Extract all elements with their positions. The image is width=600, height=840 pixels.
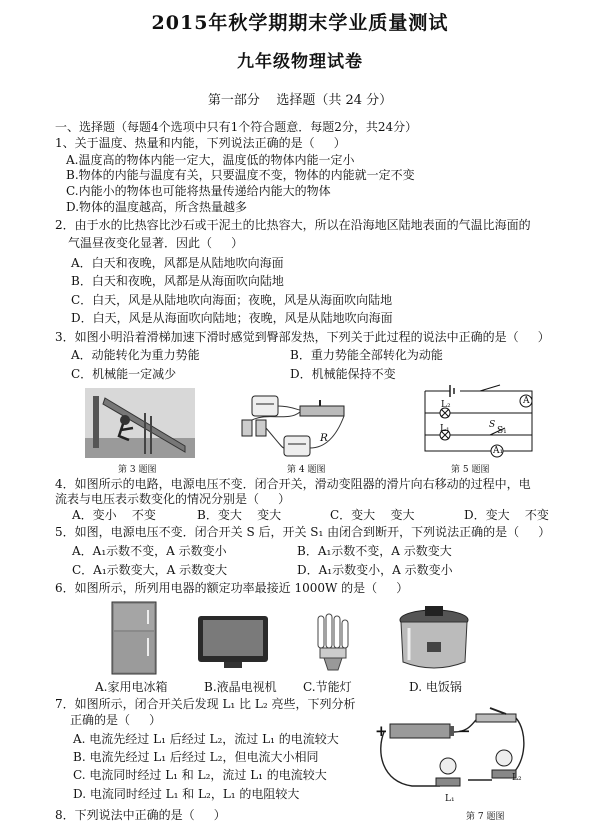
fig7-minus-terminal: − — [458, 722, 471, 740]
q5-option-d: D．A₁示数变小，A 示数变小 — [297, 563, 453, 577]
q5-stem: 5．如图，电源电压不变．闭合开关 S 后，开关 S₁ 由闭合到断开，下列说法正确的是（ ） — [55, 525, 551, 539]
lcd-tv-image — [196, 614, 270, 670]
fig7-plus-terminal: + — [375, 722, 388, 740]
section-heading: 一、选择题（每题4个选项中只有1个符合题意．每题2分，共24分） — [55, 120, 418, 134]
q2-option-c: C．白天，风是从陆地吹向海面；夜晚，风是从海面吹向陆地 — [71, 293, 393, 307]
q7-option-a: A. 电流先经过 L₁ 后经过 L₂，流过 L₁ 的电流较大 — [73, 732, 339, 746]
q5-option-c: C．A₁示数变大，A 示数变大 — [72, 563, 228, 577]
q2-stem-line2: 气温昼夜变化显著．因此（ ） — [68, 236, 244, 250]
fig5-label-A: A — [523, 396, 530, 406]
exam-subtitle: 九年级物理试卷 — [237, 52, 363, 72]
part-heading: 第一部分 选择题（共 24 分） — [207, 93, 393, 108]
q6-option-b: B.液晶电视机 — [204, 680, 277, 694]
q6-option-c: C.节能灯 — [303, 680, 352, 694]
q4-stem-line2: 流表与电压表示数变化的情况分别是（ ） — [55, 492, 291, 506]
q7-option-c: C. 电流同时经过 L₁ 和 L₂，流过 L₁ 的电流较大 — [73, 768, 327, 782]
q5-option-b: B．A₁示数不变，A 示数变大 — [297, 544, 452, 558]
q4-option-d: D．变大 不变 — [464, 508, 549, 522]
q2-option-d: D．白天，风是从海面吹向陆地；夜晚，风是从陆地吹向海面 — [71, 311, 393, 325]
q4-option-c: C．变大 变大 — [330, 508, 415, 522]
q6-stem: 6．如图所示，所列用电器的额定功率最接近 1000W 的是（ ） — [55, 581, 409, 595]
q7-option-d: D. 电流同时经过 L₁ 和 L₂，L₁ 的电阻较大 — [73, 787, 300, 801]
q2-option-a: A．白天和夜晚，风都是从陆地吹向海面 — [71, 256, 284, 270]
q7-stem-line1: 7．如图所示，闭合开关后发现 L₁ 比 L₂ 亮些，下列分析 — [55, 697, 356, 711]
q1-option-d: D.物体的温度越高，所含热量越多 — [66, 200, 248, 214]
q1-option-b: B.物体的内能与温度有关，只要温度不变，物体的内能就一定不变 — [66, 168, 415, 182]
refrigerator-image — [108, 600, 160, 676]
fig5-label-L1: L₁ — [440, 424, 450, 434]
fig7-caption: 第 7 题图 — [466, 812, 505, 822]
fig4-label-R: R — [320, 432, 328, 444]
parallel-circuit-figure — [420, 383, 535, 463]
fig5-label-L2: L₂ — [441, 400, 451, 410]
fig7-label-L1: L₁ — [445, 794, 455, 804]
q4-stem-line1: 4．如图所示的电路，电源电压不变．闭合开关，滑动变阻器的滑片向右移动的过程中，电 — [55, 477, 531, 491]
q7-option-b: B. 电流先经过 L₁ 后经过 L₂，但电流大小相同 — [73, 750, 319, 764]
q2-stem-line1: 2．由于水的比热容比沙石或干泥土的比热容大，所以在沿海地区陆地表面的气温比海面的 — [55, 218, 531, 232]
fig5-label-S1: S₁ — [497, 426, 507, 436]
q3-option-b: B．重力势能全部转化为动能 — [290, 348, 443, 362]
fig5-label-S: S — [489, 420, 496, 430]
slide-figure — [85, 388, 195, 460]
rice-cooker-image — [395, 604, 473, 676]
q3-option-c: C．机械能一定减少 — [71, 367, 177, 381]
exam-title: 2015年秋学期期末学业质量测试 — [151, 12, 449, 34]
q1-option-c: C.内能小的物体也可能将热量传递给内能大的物体 — [66, 184, 331, 198]
q4-option-b: B．变大 变大 — [197, 508, 282, 522]
q5-option-a: A．A₁示数不变，A 示数变小 — [72, 544, 227, 558]
q8-stem: 8．下列说法中正确的是（ ） — [55, 808, 226, 822]
q2-option-b: B．白天和夜晚，风都是从海面吹向陆地 — [71, 274, 284, 288]
fig7-label-L2: L₂ — [512, 773, 522, 783]
q6-option-d: D. 电饭锅 — [409, 680, 462, 694]
q3-option-a: A．动能转化为重力势能 — [71, 348, 200, 362]
series-bulbs-figure — [372, 702, 532, 798]
q3-stem: 3．如图小明沿着滑梯加速下滑时感觉到臀部发热，下列关于此过程的说法中正确的是（ ） — [55, 330, 550, 344]
fig5-label-A1: A₁ — [493, 446, 504, 456]
fig3-caption: 第 3 题图 — [118, 465, 157, 475]
fig5-caption: 第 5 题图 — [451, 465, 490, 475]
rheostat-circuit-figure — [238, 392, 358, 464]
q7-stem-line2: 正确的是（ ） — [70, 713, 162, 727]
q1-stem: 1、关于温度、热量和内能，下列说法正确的是（ ） — [55, 136, 346, 150]
q1-option-a: A.温度高的物体内能一定大，温度低的物体内能一定小 — [66, 153, 355, 167]
q3-option-d: D．机械能保持不变 — [290, 367, 396, 381]
energy-saving-lamp-image — [312, 612, 354, 674]
fig4-caption: 第 4 题图 — [287, 465, 326, 475]
q4-option-a: A．变小 不变 — [72, 508, 156, 522]
q6-option-a: A.家用电冰箱 — [95, 680, 168, 694]
